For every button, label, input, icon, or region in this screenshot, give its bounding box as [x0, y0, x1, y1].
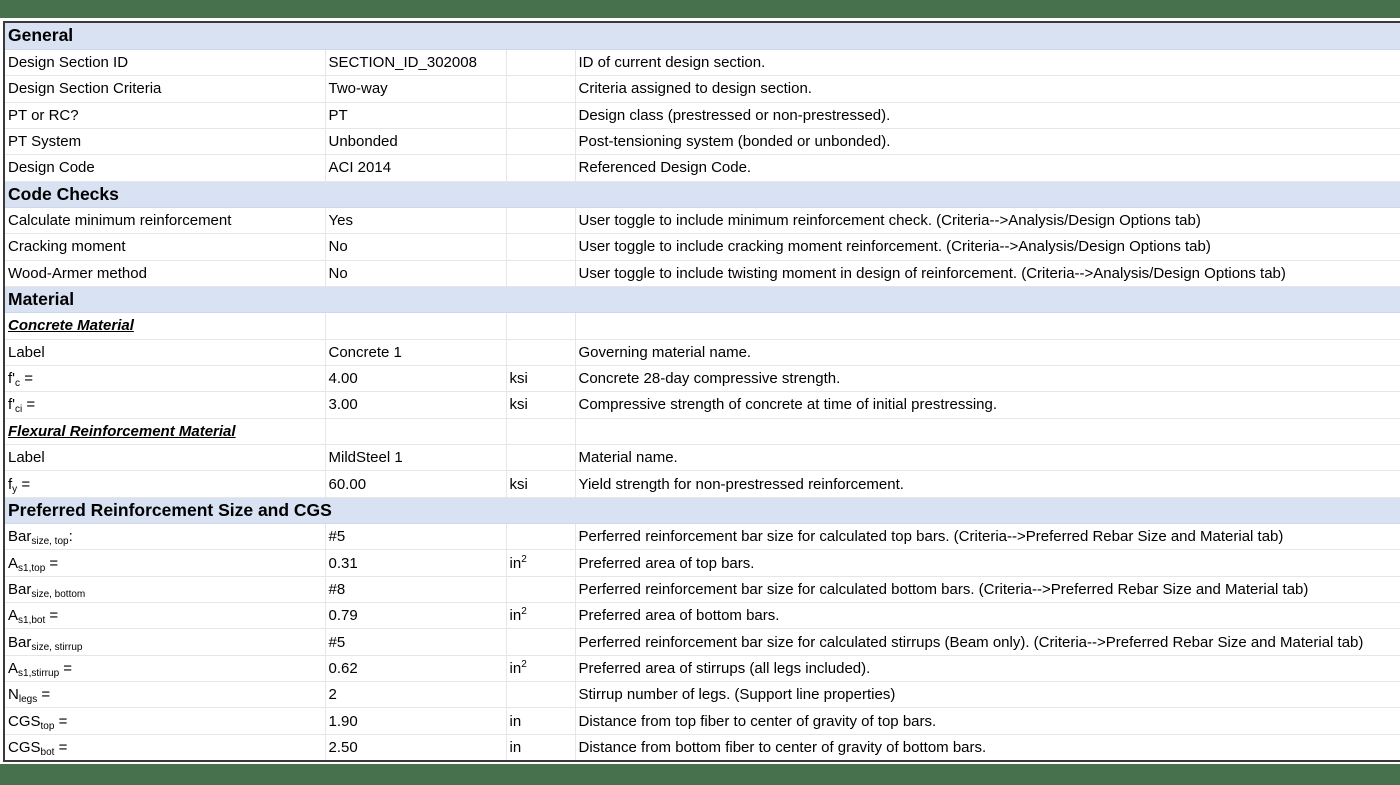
cell-label[interactable]: $f'_c$ = [5, 365, 325, 391]
window-frame-top [0, 0, 1400, 18]
cell-label[interactable]: $f_y$ = [5, 471, 325, 497]
cell-label[interactable]: Design Section ID [5, 49, 325, 75]
cell-description[interactable]: User toggle to include cracking moment reinforcement. (Criteria-->Analysis/Design Options tab) [575, 234, 1400, 260]
cell-label[interactable]: Wood-Armer method [5, 260, 325, 286]
cell-description[interactable]: User toggle to include minimum reinforcement check. (Criteria-->Analysis/Design Options tab) [575, 207, 1400, 233]
cell-description[interactable]: Design class (prestressed or non-prestressed). [575, 102, 1400, 128]
section-title: General [5, 23, 1400, 49]
cell-description[interactable]: Compressive strength of concrete at time of initial prestressing. [575, 392, 1400, 418]
cell-value[interactable]: ACI 2014 [325, 155, 506, 181]
subsection-row-concrete [5, 313, 1400, 339]
cell-unit[interactable] [506, 524, 575, 550]
section-title: Preferred Reinforcement Size and CGS [5, 497, 1400, 523]
cell-unit[interactable]: ksi [506, 392, 575, 418]
table-row-as-top [5, 550, 1400, 576]
cell-unit[interactable] [506, 260, 575, 286]
table-row-wood-armer [5, 260, 1400, 286]
cell-unit[interactable]: ksi [506, 471, 575, 497]
cell-description[interactable] [575, 313, 1400, 339]
cell-label[interactable]: Label [5, 445, 325, 471]
table-row-design-section-criteria [5, 76, 1400, 102]
table-row-bar-size-stirrup [5, 629, 1400, 655]
cell-description[interactable]: Perferred reinforcement bar size for calculated stirrups (Beam only). (Criteria-->Preferred Rebar Size and Material tab) [575, 629, 1400, 655]
cell-unit[interactable]: ksi [506, 365, 575, 391]
table-row-concrete-label [5, 339, 1400, 365]
cell-value[interactable]: PT [325, 102, 506, 128]
table-row-design-code [5, 155, 1400, 181]
cell-value[interactable]: 2 [325, 682, 506, 708]
cell-value[interactable]: 0.79 [325, 603, 506, 629]
cell-value[interactable] [325, 418, 506, 444]
design-section-table [5, 23, 1400, 761]
cell-value[interactable]: No [325, 234, 506, 260]
table-row-cracking-moment [5, 234, 1400, 260]
section-header-preferred-reinforcement [5, 497, 1400, 523]
cell-value[interactable]: #5 [325, 524, 506, 550]
table-row-steel-label [5, 445, 1400, 471]
subsection-row-flexural [5, 418, 1400, 444]
cell-unit[interactable]: $in^2$ [506, 603, 575, 629]
cell-description[interactable]: User toggle to include twisting moment in design of reinforcement. (Criteria-->Analysis/Design Options tab) [575, 260, 1400, 286]
cell-value[interactable]: Concrete 1 [325, 339, 506, 365]
cell-value[interactable]: Two-way [325, 76, 506, 102]
table-row-bar-size-bottom [5, 576, 1400, 602]
cell-label[interactable]: $A_{s1,top}$ = [5, 550, 325, 576]
cell-label[interactable]: Calculate minimum reinforcement [5, 207, 325, 233]
cell-unit[interactable]: in [506, 734, 575, 760]
cell-value[interactable]: MildSteel 1 [325, 445, 506, 471]
table-row-min-reinforcement [5, 207, 1400, 233]
cell-value[interactable]: 0.31 [325, 550, 506, 576]
cell-value[interactable]: 2.50 [325, 734, 506, 760]
cell-unit[interactable] [506, 76, 575, 102]
cell-label[interactable]: $N_{legs}$ = [5, 682, 325, 708]
section-title: Material [5, 286, 1400, 312]
table-row-as-stirrup [5, 655, 1400, 681]
cell-description[interactable]: Preferred area of bottom bars. [575, 603, 1400, 629]
cell-value[interactable]: 3.00 [325, 392, 506, 418]
table-row-bar-size-top [5, 524, 1400, 550]
table-row-fy [5, 471, 1400, 497]
cell-unit[interactable] [506, 418, 575, 444]
cell-description[interactable] [575, 418, 1400, 444]
cell-value[interactable]: No [325, 260, 506, 286]
table-row-as-bot [5, 603, 1400, 629]
cell-value[interactable]: 0.62 [325, 655, 506, 681]
cell-label[interactable]: Bar$_{size, stirrup}$ [5, 629, 325, 655]
section-title: Code Checks [5, 181, 1400, 207]
cell-unit[interactable] [506, 313, 575, 339]
cell-description[interactable]: Perferred reinforcement bar size for calculated bottom bars. (Criteria-->Preferred Rebar Size and Material tab) [575, 576, 1400, 602]
cell-unit[interactable] [506, 234, 575, 260]
cell-unit[interactable] [506, 49, 575, 75]
cell-label[interactable]: Bar$_{size, bottom}$ [5, 576, 325, 602]
cell-value[interactable]: SECTION_ID_302008 [325, 49, 506, 75]
cell-label[interactable]: Bar$_{size, top}$: [5, 524, 325, 550]
cell-unit[interactable] [506, 155, 575, 181]
cell-value[interactable]: Unbonded [325, 128, 506, 154]
cell-label[interactable]: $A_{s1,stirrup}$ = [5, 655, 325, 681]
cell-description[interactable]: Stirrup number of legs. (Support line properties) [575, 682, 1400, 708]
cell-value[interactable] [325, 313, 506, 339]
cell-description[interactable]: Yield strength for non-prestressed reinforcement. [575, 471, 1400, 497]
cell-unit[interactable] [506, 207, 575, 233]
cell-description[interactable]: Governing material name. [575, 339, 1400, 365]
cell-description[interactable]: Post-tensioning system (bonded or unbonded). [575, 128, 1400, 154]
cell-unit[interactable] [506, 102, 575, 128]
table-row-fci [5, 392, 1400, 418]
cell-label[interactable]: Design Section Criteria [5, 76, 325, 102]
cell-label[interactable]: $CGS_{bot}$ = [5, 734, 325, 760]
cell-unit[interactable] [506, 576, 575, 602]
cell-unit[interactable]: in [506, 708, 575, 734]
cell-description[interactable]: ID of current design section. [575, 49, 1400, 75]
cell-label[interactable]: $A_{s1,bot}$ = [5, 603, 325, 629]
cell-label[interactable]: $f'_{ci}$ = [5, 392, 325, 418]
cell-value[interactable]: 60.00 [325, 471, 506, 497]
cell-label[interactable]: Design Code [5, 155, 325, 181]
cell-unit[interactable] [506, 682, 575, 708]
cell-value[interactable]: Yes [325, 207, 506, 233]
cell-description[interactable]: Distance from top fiber to center of gravity of top bars. [575, 708, 1400, 734]
table-row-pt-system [5, 128, 1400, 154]
cell-value[interactable]: 1.90 [325, 708, 506, 734]
table-row-cgs-bot [5, 734, 1400, 760]
cell-unit[interactable] [506, 629, 575, 655]
cell-value[interactable]: 4.00 [325, 365, 506, 391]
table-row-cgs-top [5, 708, 1400, 734]
cell-unit[interactable] [506, 445, 575, 471]
cell-description[interactable]: Perferred reinforcement bar size for calculated top bars. (Criteria-->Preferred Rebar Size and Material tab) [575, 524, 1400, 550]
cell-description[interactable]: Distance from bottom fiber to center of gravity of bottom bars. [575, 734, 1400, 760]
cell-unit[interactable]: $in^2$ [506, 550, 575, 576]
table-row-design-section-id [5, 49, 1400, 75]
section-header-material [5, 286, 1400, 312]
cell-description[interactable]: Preferred area of stirrups (all legs included). [575, 655, 1400, 681]
section-header-code-checks [5, 181, 1400, 207]
table-row-fc [5, 365, 1400, 391]
subsection-title[interactable]: Flexural Reinforcement Material [5, 418, 325, 444]
cell-value[interactable]: #5 [325, 629, 506, 655]
cell-label[interactable]: PT or RC? [5, 102, 325, 128]
cell-label[interactable]: Cracking moment [5, 234, 325, 260]
cell-description[interactable]: Material name. [575, 445, 1400, 471]
cell-unit[interactable]: $in^2$ [506, 655, 575, 681]
cell-description[interactable]: Criteria assigned to design section. [575, 76, 1400, 102]
cell-value[interactable]: #8 [325, 576, 506, 602]
table-row-n-legs [5, 682, 1400, 708]
cell-label[interactable]: Label [5, 339, 325, 365]
table-row-pt-or-rc [5, 102, 1400, 128]
cell-label[interactable]: $CGS_{top}$ = [5, 708, 325, 734]
cell-description[interactable]: Preferred area of top bars. [575, 550, 1400, 576]
design-section-sheet [3, 21, 1400, 762]
cell-unit[interactable] [506, 339, 575, 365]
window-frame-bottom [0, 764, 1400, 785]
cell-unit[interactable] [506, 128, 575, 154]
section-header-general [5, 23, 1400, 49]
cell-description[interactable]: Referenced Design Code. [575, 155, 1400, 181]
cell-label[interactable]: PT System [5, 128, 325, 154]
cell-description[interactable]: Concrete 28-day compressive strength. [575, 365, 1400, 391]
subsection-title[interactable]: Concrete Material [5, 313, 325, 339]
